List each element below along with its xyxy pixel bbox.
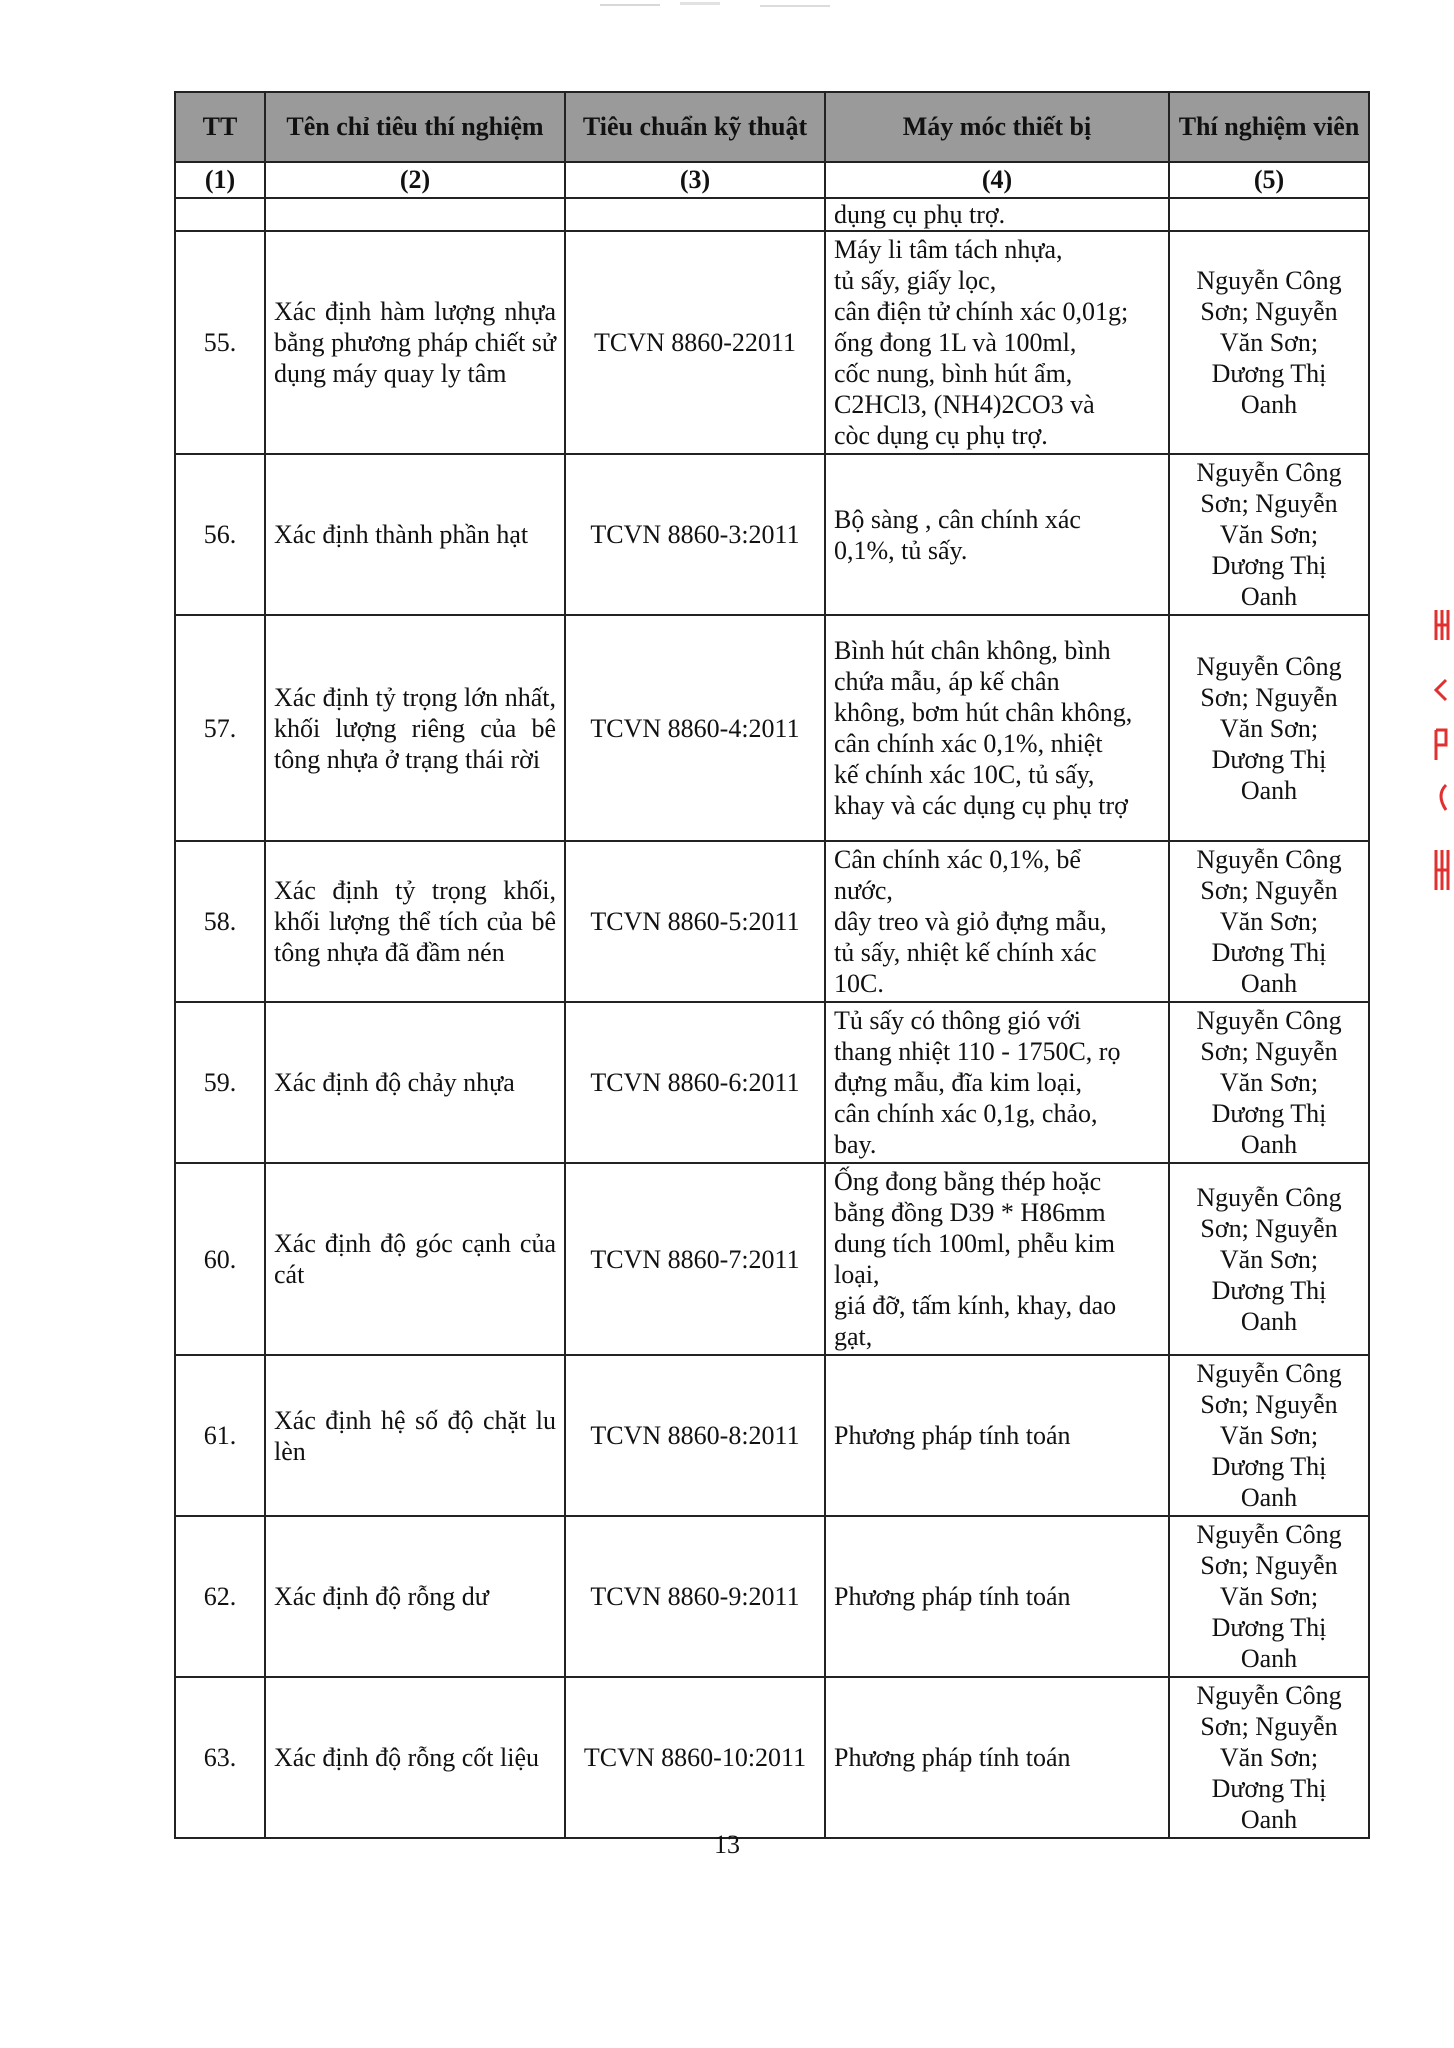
equipment-line: chứa mẫu, áp kế chân — [834, 667, 1060, 696]
row-number: 58. — [175, 841, 265, 1002]
technician-line: Oanh — [1240, 969, 1298, 998]
equipment-line: Phương pháp tính toán — [834, 1582, 1071, 1611]
equipment-line: loại, — [834, 1260, 880, 1289]
technician-line: Oanh — [1240, 1306, 1298, 1336]
technician-line: Nguyễn Công — [1196, 1006, 1342, 1035]
table-row — [175, 841, 1369, 1002]
technician-line: Oanh — [1240, 582, 1298, 611]
testing-equipment-table — [174, 91, 1370, 1839]
row-number: 55. — [175, 231, 265, 454]
table-row — [175, 1677, 1369, 1838]
technical-standard: TCVN 8860-6:2011 — [565, 1002, 825, 1163]
technician-line: Văn Sơn; — [1219, 1421, 1319, 1450]
scan-noise-mark — [590, 0, 850, 14]
technician-names — [1169, 1677, 1369, 1838]
equipment-line: Bình hút chân không, bình — [834, 636, 1111, 665]
equipment-line: 0,1%, tủ sấy. — [834, 535, 968, 565]
equipment-list — [825, 1002, 1169, 1163]
technician-line: Văn Sơn; — [1219, 1244, 1319, 1274]
technician-line: Oanh — [1240, 390, 1298, 419]
header-equipment: Máy móc thiết bị — [825, 92, 1169, 162]
technician-line: Sơn; Nguyễn — [1200, 682, 1338, 712]
equipment-list — [825, 1163, 1169, 1355]
technician-line: Nguyễn Công — [1196, 1520, 1342, 1549]
technician-line: Dương Thị — [1211, 1099, 1327, 1128]
technical-standard: TCVN 8860-22011 — [565, 231, 825, 454]
test-name: Xác định tỷ trọng khối, khối lượng thể tích của bê tông nhựa đã đầm nén — [265, 841, 565, 1002]
empty-cell — [175, 198, 265, 231]
technician-line: Dương Thị — [1211, 1275, 1327, 1305]
equipment-line: tủ sấy, nhiệt kế chính xác — [834, 938, 1097, 967]
column-number: (1) — [175, 162, 265, 198]
technician-line: Văn Sơn; — [1219, 1743, 1319, 1772]
equipment-list — [825, 231, 1169, 454]
technical-standard: TCVN 8860-9:2011 — [565, 1516, 825, 1677]
technician-line: Văn Sơn; — [1219, 520, 1319, 549]
technician-names — [1169, 615, 1369, 841]
equipment-list — [825, 615, 1169, 841]
technician-line: Oanh — [1240, 775, 1298, 805]
continuation-equipment: dụng cụ phụ trợ. — [825, 198, 1169, 231]
technician-line: Dương Thị — [1211, 551, 1327, 580]
equipment-list — [825, 841, 1169, 1002]
technical-standard: TCVN 8860-8:2011 — [565, 1355, 825, 1516]
technician-line: Dương Thị — [1211, 1613, 1327, 1642]
empty-cell — [265, 198, 565, 231]
equipment-line: cân chính xác 0,1%, nhiệt — [834, 729, 1103, 758]
equipment-line: cân điện tử chính xác 0,01g; — [834, 297, 1129, 326]
technician-line: Sơn; Nguyễn — [1200, 1037, 1338, 1066]
equipment-list — [825, 1677, 1169, 1838]
red-stamp-fragment — [1432, 600, 1450, 900]
column-number: (3) — [565, 162, 825, 198]
header-row — [175, 92, 1369, 162]
equipment-line: khay và các dụng cụ phụ trợ — [834, 791, 1128, 820]
technician-line: Sơn; Nguyễn — [1200, 1213, 1338, 1243]
technician-line: Sơn; Nguyễn — [1200, 297, 1338, 326]
technician-line: Nguyễn Công — [1196, 1681, 1342, 1710]
technician-line: Sơn; Nguyễn — [1200, 1712, 1338, 1741]
test-name: Xác định độ rỗng dư — [265, 1516, 565, 1677]
column-number-row — [175, 162, 1369, 198]
technician-line: Oanh — [1240, 1130, 1298, 1159]
equipment-list — [825, 454, 1169, 615]
technical-standard: TCVN 8860-10:2011 — [565, 1677, 825, 1838]
equipment-line: cân chính xác 0,1g, chảo, — [834, 1099, 1098, 1128]
technician-line: Nguyễn Công — [1196, 1359, 1342, 1388]
test-name: Xác định độ rỗng cốt liệu — [265, 1677, 565, 1838]
technician-line: Nguyễn Công — [1196, 845, 1342, 874]
equipment-line: 10C. — [834, 969, 884, 998]
technician-line: Nguyễn Công — [1196, 458, 1342, 487]
technician-line: Văn Sơn; — [1219, 328, 1319, 357]
row-number: 62. — [175, 1516, 265, 1677]
column-number: (2) — [265, 162, 565, 198]
technician-names — [1169, 454, 1369, 615]
technical-standard: TCVN 8860-5:2011 — [565, 841, 825, 1002]
header-test-name: Tên chỉ tiêu thí nghiệm — [265, 92, 565, 162]
equipment-line: gạt, — [834, 1322, 873, 1351]
technician-names — [1169, 1163, 1369, 1355]
technician-line: Văn Sơn; — [1219, 1068, 1319, 1097]
equipment-line: Phương pháp tính toán — [834, 1743, 1071, 1772]
technician-line: Oanh — [1240, 1644, 1298, 1673]
test-name: Xác định độ góc cạnh của cát — [265, 1163, 565, 1355]
equipment-line: bằng đồng D39 * H86mm — [834, 1198, 1106, 1227]
equipment-list — [825, 1516, 1169, 1677]
equipment-line: Phương pháp tính toán — [834, 1421, 1071, 1450]
header-technician: Thí nghiệm viên — [1169, 92, 1369, 162]
table-row — [175, 1516, 1369, 1677]
table-row — [175, 1355, 1369, 1516]
technician-line: Sơn; Nguyễn — [1200, 1390, 1338, 1419]
equipment-line: tủ sấy, giấy lọc, — [834, 266, 997, 295]
table-row — [175, 231, 1369, 454]
header-tt: TT — [175, 92, 265, 162]
table-row — [175, 615, 1369, 841]
equipment-line: nước, — [834, 876, 893, 905]
equipment-line: đựng mẫu, đĩa kim loại, — [834, 1068, 1083, 1097]
technician-line: Dương Thị — [1211, 1774, 1327, 1803]
technician-names — [1169, 231, 1369, 454]
page-number: 13 — [714, 1830, 740, 1859]
technician-line: Dương Thị — [1211, 744, 1327, 774]
continuation-row — [175, 198, 1369, 231]
equipment-line: thang nhiệt 110 - 1750C, rọ — [834, 1037, 1121, 1066]
equipment-line: C2HCl3, (NH4)2CO3 và — [834, 390, 1095, 419]
equipment-line: Bộ sàng , cân chính xác — [834, 504, 1081, 534]
table-row — [175, 1002, 1369, 1163]
technical-standard: TCVN 8860-3:2011 — [565, 454, 825, 615]
technician-line: Oanh — [1240, 1805, 1298, 1834]
technician-line: Nguyễn Công — [1196, 266, 1342, 295]
test-name: Xác định thành phần hạt — [265, 454, 565, 615]
test-name: Xác định hàm lượng nhựa bằng phương pháp chiết sử dụng máy quay ly tâm — [265, 231, 565, 454]
equipment-line: Máy li tâm tách nhựa, — [834, 235, 1063, 264]
equipment-line: bay. — [834, 1130, 877, 1159]
header-standard: Tiêu chuẩn kỹ thuật — [565, 92, 825, 162]
technician-line: Sơn; Nguyễn — [1200, 876, 1338, 905]
technician-line: Sơn; Nguyễn — [1200, 1551, 1338, 1580]
test-name: Xác định tỷ trọng lớn nhất, khối lượng riêng của bê tông nhựa ở trạng thái rời — [265, 615, 565, 841]
technical-standard: TCVN 8860-7:2011 — [565, 1163, 825, 1355]
technician-names — [1169, 1002, 1369, 1163]
row-number: 57. — [175, 615, 265, 841]
technician-line: Oanh — [1240, 1483, 1298, 1512]
equipment-line: cốc nung, bình hút ẩm, — [834, 359, 1073, 388]
technician-line: Dương Thị — [1211, 359, 1327, 388]
equipment-line: Ống đong bằng thép hoặc — [834, 1167, 1102, 1196]
row-number: 61. — [175, 1355, 265, 1516]
equipment-line: dung tích 100ml, phễu kim — [834, 1229, 1115, 1258]
row-number: 59. — [175, 1002, 265, 1163]
technical-standard: TCVN 8860-4:2011 — [565, 615, 825, 841]
technician-line: Dương Thị — [1211, 1452, 1327, 1481]
row-number: 60. — [175, 1163, 265, 1355]
row-number: 63. — [175, 1677, 265, 1838]
equipment-line: còc dụng cụ phụ trợ. — [834, 421, 1048, 450]
technician-line: Nguyễn Công — [1196, 651, 1342, 681]
column-number: (4) — [825, 162, 1169, 198]
equipment-line: Cân chính xác 0,1%, bể — [834, 845, 1081, 874]
technician-line: Sơn; Nguyễn — [1200, 489, 1338, 518]
empty-cell — [1169, 198, 1369, 231]
equipment-line: dây treo và giỏ đựng mẫu, — [834, 907, 1107, 936]
technician-line: Văn Sơn; — [1219, 1582, 1319, 1611]
equipment-list — [825, 1355, 1169, 1516]
technician-line: Văn Sơn; — [1219, 907, 1319, 936]
table-row — [175, 454, 1369, 615]
equipment-line: Tủ sấy có thông gió với — [834, 1006, 1081, 1035]
technician-line: Nguyễn Công — [1196, 1182, 1342, 1212]
technician-names — [1169, 841, 1369, 1002]
table-row — [175, 1163, 1369, 1355]
technician-names — [1169, 1355, 1369, 1516]
equipment-line: kế chính xác 10C, tủ sấy, — [834, 760, 1095, 789]
equipment-line: giá đỡ, tấm kính, khay, dao — [834, 1291, 1117, 1320]
equipment-line: ống đong 1L và 100ml, — [834, 328, 1077, 357]
row-number: 56. — [175, 454, 265, 615]
technician-line: Văn Sơn; — [1219, 713, 1319, 743]
technician-names — [1169, 1516, 1369, 1677]
column-number: (5) — [1169, 162, 1369, 198]
test-name: Xác định độ chảy nhựa — [265, 1002, 565, 1163]
technician-line: Dương Thị — [1211, 938, 1327, 967]
equipment-line: không, bơm hút chân không, — [834, 698, 1133, 727]
empty-cell — [565, 198, 825, 231]
test-name: Xác định hệ số độ chặt lu lèn — [265, 1355, 565, 1516]
